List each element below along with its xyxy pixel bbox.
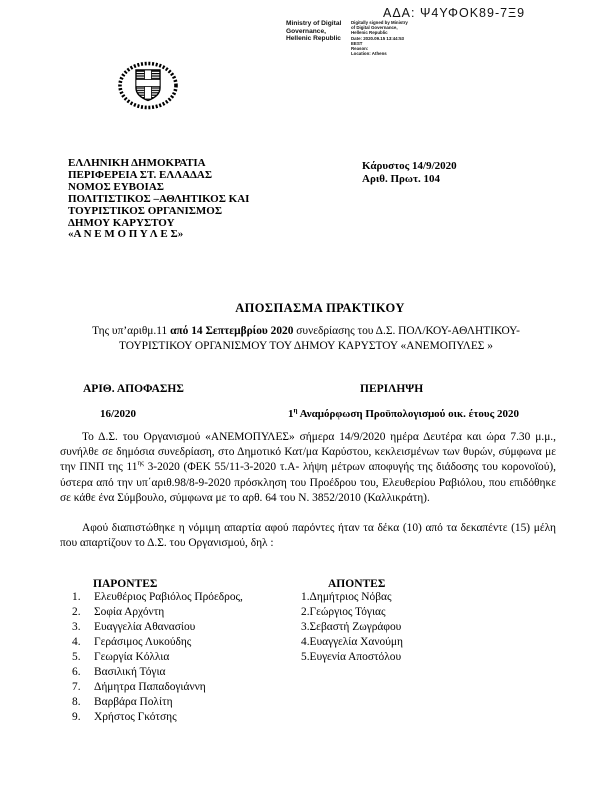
present-member-name: Γεράσιμος Λυκούδης: [94, 636, 192, 648]
present-member-row: [72, 680, 243, 695]
stamp-ministry-line: Governance,: [286, 27, 326, 35]
stamp-ministry-line: Hellenic Republic: [286, 35, 341, 43]
summary-num: 1: [288, 408, 294, 420]
present-member-name: Γεωργία Κόλλια: [94, 651, 170, 663]
body-paragraph-1: [60, 430, 556, 506]
body-p1-sup: ης: [137, 459, 144, 468]
present-member-row: [72, 590, 243, 605]
summary-rest: Αναμόρφωση Προϋπολογισμού οικ. έτους 2020: [297, 408, 520, 420]
absent-member-row: 3.Σεβαστή Ζωγράφου: [301, 621, 402, 633]
session-date-bold: από 14 Σεπτεμβρίου 2020: [170, 325, 294, 337]
present-member-name: Βαρβάρα Πολίτη: [94, 696, 173, 708]
summary-ordinal-sup: η: [293, 406, 298, 415]
present-member-row: [72, 620, 243, 635]
present-member-name: Σοφία Αρχόντη: [94, 606, 165, 618]
present-member-number: 7.: [72, 681, 81, 693]
summary-value: [288, 408, 519, 420]
present-member-number: 3.: [72, 621, 81, 633]
body-p1-b: 3-2020 (ΦΕΚ 55/11-3-2020 τ.Α- λήψη μέτρων αποφυγής της διάδοσης του κορονοϊού), ύστερα από την υπ΄αριθ.98/8-9-2020 πρόσκληση του Προέδρου του, Ελευθερίου Ραβιόλου, που επιδόθηκε σε κάθε ένα Σύμβουλο, σύμφωνα με το αρθ. 64 του Ν. 3852/2010 (Καλλικράτη).: [60, 461, 556, 504]
present-member-number: 9.: [72, 711, 81, 723]
org-line: ΤΟΥΡΙΣΤΙΚΟΣ ΟΡΓΑΝΙΣΜΟΣ: [68, 204, 223, 217]
session-intro-paragraph: [76, 324, 536, 354]
present-member-number: 6.: [72, 666, 81, 678]
stamp-signature-line: Hellenic Republic: [351, 30, 388, 36]
summary-label: ΠΕΡΙΛΗΨΗ: [360, 383, 424, 395]
document-title: ΑΠΟΣΠΑΣΜΑ ΠΡΑΚΤΙΚΟΥ: [235, 301, 405, 315]
present-members-list: [72, 590, 243, 725]
stamp-signature-line: Digitally signed by Ministry: [351, 20, 408, 25]
org-line: «Α Ν Ε Μ Ο Π Υ Λ Ε Σ»: [68, 228, 184, 241]
absent-member-row: 4.Ευαγγελία Χανούμη: [301, 636, 403, 648]
stamp-signature-line: Date: 2020.09.15 13:44:53: [351, 35, 404, 41]
present-member-row: [72, 665, 243, 680]
present-member-row: [72, 635, 243, 650]
org-line: ΔΗΜΟΥ ΚΑΡΥΣΤΟΥ: [68, 216, 175, 229]
hellenic-coat-of-arms-icon: [115, 61, 181, 110]
present-member-name: Χρήστος Γκότσης: [94, 711, 177, 723]
stamp-ministry-line: Ministry of Digital: [286, 20, 342, 27]
stamp-signature-line: of Digital Governance,: [351, 25, 398, 31]
stamp-signature-line: Reason:: [351, 46, 369, 52]
ada-code: ΑΔΑ: Ψ4ΥΦΟΚ89-7Ξ9: [383, 6, 526, 20]
stamp-signature-line: Location: Athens: [351, 51, 387, 57]
digital-signature-stamp: [286, 20, 408, 57]
session-pre: Της υπ’αριθμ.11: [92, 325, 171, 337]
present-member-row: [72, 710, 243, 725]
absent-member-row: 1.Δημήτριος Νόβας: [301, 591, 392, 603]
protocol-number: Αριθ. Πρωτ. 104: [362, 173, 441, 186]
absent-member-row: 5.Ευγενία Αποστόλου: [301, 651, 402, 663]
date-protocol-block: [362, 160, 457, 187]
org-line: ΠΕΡΙΦΕΡΕΙΑ ΣΤ. ΕΛΛΑΔΑΣ: [68, 168, 213, 181]
stamp-signature-line: EEST: [351, 40, 363, 46]
stamp-ministry-name: [286, 20, 346, 56]
present-header: ΠΑΡΟΝΤΕΣ: [93, 578, 158, 590]
absent-members-list: [301, 590, 403, 665]
present-member-number: 2.: [72, 606, 81, 618]
present-member-name: Ελευθέριος Ραβιόλος Πρόεδρος,: [94, 591, 243, 603]
present-member-name: Δήμητρα Παπαδογιάννη: [94, 681, 206, 693]
present-member-name: Ευαγγελία Αθανασίου: [94, 621, 196, 633]
place-date: Κάρυστος 14/9/2020: [362, 160, 457, 172]
decision-number-label: ΑΡΙΘ. ΑΠΟΦΑΣΗΣ: [83, 383, 184, 395]
present-member-number: 4.: [72, 636, 81, 648]
present-member-number: 8.: [72, 696, 81, 708]
body-p1-a: Το Δ.Σ. του Οργανισμού «ΑΝΕΜΟΠΥΛΕΣ» σήμερα 14/9/2020 ημέρα Δευτέρα και ώρα 7.30 μ.μ., συνήλθε σε δημόσια συνεδρίαση, στο Δημοτικό Κατ/μα Καρύστου, κεκλεισμένων των θυρών, σύμφωνα με την ΠΝΠ της 11: [60, 431, 556, 474]
present-member-row: [72, 605, 243, 620]
absent-header: ΑΠΟΝΤΕΣ: [328, 578, 386, 590]
present-member-name: Βασιλική Τόγια: [94, 666, 166, 678]
decision-number-value: 16/2020: [100, 408, 137, 420]
stamp-signature-details: [351, 20, 408, 57]
organisation-header: [68, 158, 249, 241]
absent-member-row: 2.Γεώργιος Τόγιας: [301, 606, 386, 618]
org-line: ΠΟΛΙΤΙΣΤΙΚΟΣ –ΑΘΛΗΤΙΚΟΣ ΚΑΙ: [68, 192, 250, 205]
present-member-number: 5.: [72, 651, 81, 663]
body-paragraph-2: Αφού διαπιστώθηκε η νόμιμη απαρτία αφού παρόντες ήταν τα δέκα (10) από τα δεκαπέντε (15) μέλη που απαρτίζουν το Δ.Σ. του Οργανισμού, δηλ :: [60, 522, 556, 550]
present-member-number: 1.: [72, 591, 81, 603]
session-post: συνεδρίασης του Δ.Σ. ΠΟΛ/ΚΟΥ-ΑΘΛΗΤΙΚΟΥ-ΤΟΥΡΙΣΤΙΚΟΥ ΟΡΓΑΝΙΣΜΟΥ ΤΟΥ ΔΗΜΟΥ ΚΑΡΥΣΤΟΥ «ΑΝΕΜΟΠΥΛΕΣ »: [119, 325, 520, 352]
org-line: ΕΛΛΗΝΙΚΗ ΔΗΜΟΚΡΑΤΙΑ: [68, 157, 206, 169]
present-member-row: [72, 695, 243, 710]
present-member-row: [72, 650, 243, 665]
org-line: ΝΟΜΟΣ ΕΥΒΟΙΑΣ: [68, 180, 164, 193]
